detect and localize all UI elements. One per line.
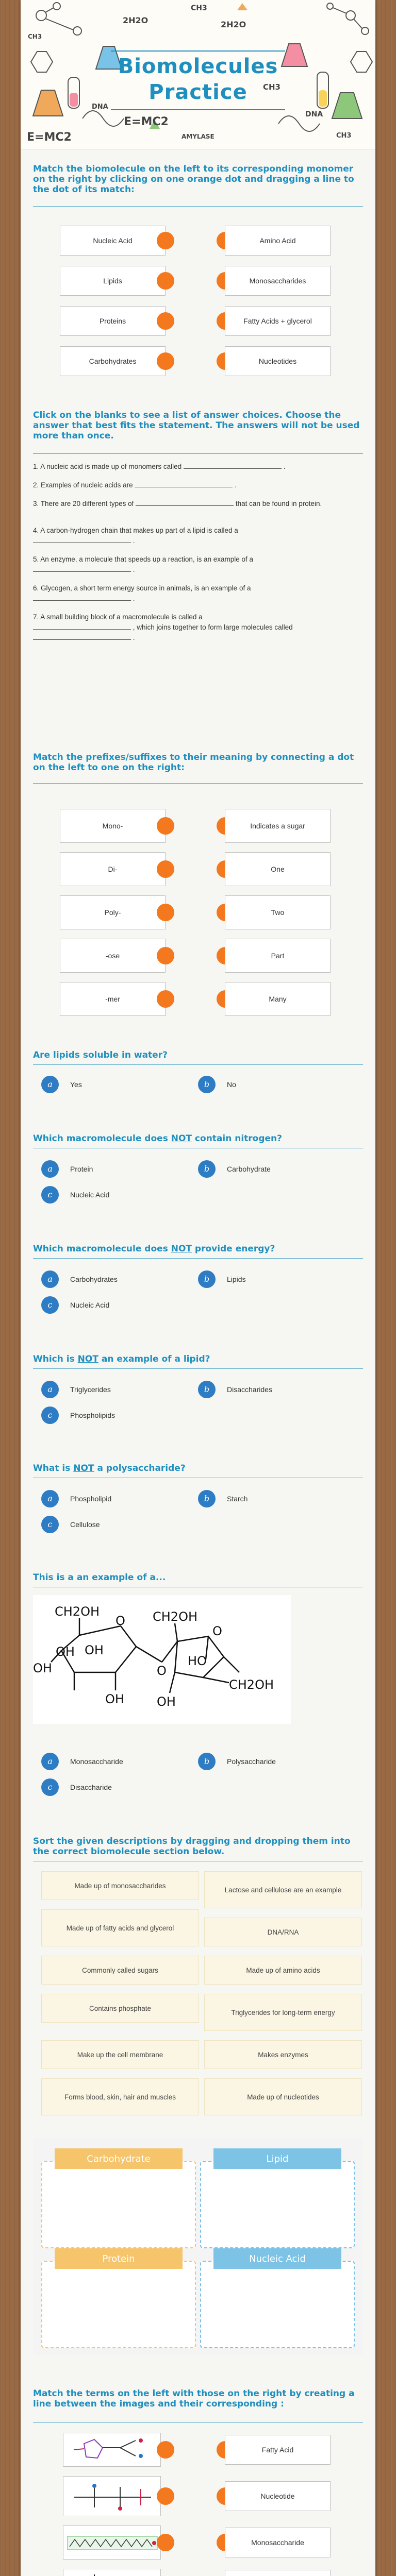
amino-acid-structure-image xyxy=(63,2433,161,2467)
header-banner xyxy=(21,0,375,149)
disaccharide-structure-image xyxy=(33,1595,291,1724)
option-label[interactable]: Phospholipids xyxy=(70,1411,116,1419)
match-right-item: Fatty Acids + glycerol xyxy=(225,306,331,336)
title-rule-bottom xyxy=(111,109,285,110)
statement-text: 5. An enzyme, a molecule that speeds up a reaction, is an example of a xyxy=(33,555,254,563)
meaning-item: Indicates a sugar xyxy=(225,809,331,843)
answer-blank[interactable] xyxy=(33,633,131,640)
meaning-item: Part xyxy=(225,939,331,973)
structure-label: CH2OH xyxy=(229,1677,274,1692)
question-nitrogen xyxy=(33,1133,363,1144)
match-right-item: Monosaccharide xyxy=(225,2528,331,2557)
option-b-badge[interactable]: b xyxy=(198,1753,216,1770)
drop-zone-nucleic-acid[interactable] xyxy=(200,2261,355,2348)
statement-text: that can be found in protein. xyxy=(235,500,322,507)
option-a-badge[interactable]: a xyxy=(41,1381,59,1398)
question-lipid-example xyxy=(33,1354,363,1364)
question-text: Which macromolecule does xyxy=(33,1244,171,1254)
sortable-card[interactable]: Made up of nucleotides xyxy=(204,2078,362,2115)
zone-label-nucleic-acid: Nucleic Acid xyxy=(213,2248,341,2269)
question-sort-descriptions: Sort the given descriptions by dragging and dropping them into the correct biomolecule section below. xyxy=(33,1836,351,1857)
question-text: a polysaccharide? xyxy=(94,1463,186,1473)
statement-punctuation: . xyxy=(283,463,286,470)
option-b-badge[interactable]: b xyxy=(198,1076,216,1093)
match-left-item: Carbohydrates xyxy=(60,346,166,376)
option-label[interactable]: Nucleic Acid xyxy=(70,1191,110,1199)
meaning-item: One xyxy=(225,852,331,886)
statement-punctuation: . xyxy=(235,481,237,489)
option-label[interactable]: No xyxy=(227,1080,236,1089)
match-dot[interactable] xyxy=(157,904,174,921)
option-label[interactable]: Polysaccharide xyxy=(227,1757,276,1766)
match-dot[interactable] xyxy=(157,2487,174,2505)
doodle-ch3: CH3 xyxy=(336,132,352,140)
statement-1 xyxy=(33,462,363,472)
question-prefixes: Match the prefixes/suffixes to their meaning by connecting a dot on the left to one on the right: xyxy=(33,752,354,773)
statement-4 xyxy=(33,526,363,546)
option-label[interactable]: Protein xyxy=(70,1165,93,1173)
option-b-badge[interactable]: b xyxy=(198,1270,216,1288)
doodle-emc2: E=MC2 xyxy=(124,115,169,128)
answer-blank[interactable] xyxy=(135,480,233,487)
question-fill-blanks: Click on the blanks to see a list of answer choices. Choose the answer that best fits the statement. The answers will not be used more than once. xyxy=(33,410,360,441)
question-emphasis: NOT xyxy=(171,1244,192,1254)
statement-text: , which joins together to form large molecules called xyxy=(133,623,293,631)
prefix-item: -mer xyxy=(60,982,166,1016)
doodle-water: 2H2O xyxy=(221,20,246,29)
match-left-item: Nucleic Acid xyxy=(60,226,166,256)
option-c-badge[interactable]: c xyxy=(41,1406,59,1424)
structure-label: OH xyxy=(157,1694,176,1709)
option-label[interactable]: Carbohydrate xyxy=(227,1165,271,1173)
option-c-badge[interactable]: c xyxy=(41,1296,59,1314)
question-text: provide energy? xyxy=(192,1244,275,1254)
prefix-item: Mono- xyxy=(60,809,166,843)
sortable-card[interactable]: DNA/RNA xyxy=(204,1918,362,1946)
match-right-item: Nucleotide xyxy=(225,2481,331,2511)
match-dot[interactable] xyxy=(157,2441,174,2459)
question-rule xyxy=(33,1368,363,1369)
statement-3 xyxy=(33,499,363,509)
statement-7 xyxy=(33,612,363,643)
question-text: What is xyxy=(33,1463,74,1473)
fatty-acid-structure-image xyxy=(63,2526,161,2560)
structure-label: O xyxy=(157,1664,167,1678)
question-text: Which macromolecule does xyxy=(33,1133,171,1144)
sortable-card[interactable]: Make up the cell membrane xyxy=(41,2040,199,2069)
structure-label: O xyxy=(116,1614,125,1628)
match-dot[interactable] xyxy=(157,2534,174,2551)
question-energy xyxy=(33,1244,363,1254)
option-label[interactable]: Nucleic Acid xyxy=(70,1301,110,1309)
sortable-card[interactable]: Commonly called sugars xyxy=(41,1956,199,1985)
option-a-badge[interactable]: a xyxy=(41,1753,59,1770)
answer-blank[interactable] xyxy=(136,499,234,506)
statement-text: 4. A carbon-hydrogen chain that makes up part of a lipid is called a xyxy=(33,527,238,534)
statement-2 xyxy=(33,480,363,490)
question-rule xyxy=(33,453,363,454)
structure-label: OH xyxy=(56,1645,75,1659)
nucleotide-structure-image xyxy=(63,2476,161,2516)
sortable-card[interactable]: Makes enzymes xyxy=(204,2040,362,2069)
sortable-card[interactable]: Made up of fatty acids and glycerol xyxy=(41,1909,199,1946)
answer-blank[interactable] xyxy=(33,536,131,543)
question-text: an example of a lipid? xyxy=(98,1354,210,1364)
question-rule xyxy=(33,783,363,784)
doodle-water: 2H2O xyxy=(123,15,148,25)
title-rule-top xyxy=(111,50,285,52)
drop-zone-protein[interactable] xyxy=(41,2261,196,2348)
statement-punctuation: . xyxy=(133,537,135,545)
option-a-badge[interactable]: a xyxy=(41,1076,59,1093)
match-dot[interactable] xyxy=(157,860,174,878)
drop-zone-lipid[interactable] xyxy=(200,2161,355,2248)
option-c-badge[interactable]: c xyxy=(41,1186,59,1204)
match-dot[interactable] xyxy=(157,990,174,1008)
option-label[interactable]: Cellulose xyxy=(70,1520,100,1529)
sortable-card[interactable]: Made up of monosaccharides xyxy=(41,1871,199,1900)
question-lipids-soluble: Are lipids soluble in water? xyxy=(33,1050,168,1060)
structure-label: CH2OH xyxy=(55,1604,100,1619)
option-b-badge[interactable]: b xyxy=(198,1381,216,1398)
doodle-amylase: AMYLASE xyxy=(182,133,214,140)
answer-blank[interactable] xyxy=(33,565,131,572)
worksheet-page xyxy=(21,0,375,2576)
structure-label: O xyxy=(212,1624,222,1638)
doodle-dna: DNA xyxy=(92,103,108,111)
answer-blank[interactable] xyxy=(33,622,131,630)
match-left-item: Proteins xyxy=(60,306,166,336)
statement-text: 1. A nucleic acid is made up of monomers called xyxy=(33,463,182,470)
doodle-ch3: CH3 xyxy=(28,33,42,40)
doodle-dna: DNA xyxy=(305,110,323,118)
prefix-item: -ose xyxy=(60,939,166,973)
meaning-item: Many xyxy=(225,982,331,1016)
match-right-item: Monosaccharides xyxy=(225,266,331,296)
sortable-card[interactable]: Triglycerides for long-term energy xyxy=(204,1994,362,2031)
question-emphasis: NOT xyxy=(77,1354,98,1364)
doodle-ch3: CH3 xyxy=(263,82,280,92)
question-text: Which is xyxy=(33,1354,78,1364)
question-structure-example: This is a an example of a... xyxy=(33,1572,166,1583)
sortable-card[interactable]: Made up of amino acids xyxy=(204,1956,362,1985)
statement-text: 7. A small building block of a macromolecule is called a xyxy=(33,613,203,621)
question-polysaccharide xyxy=(33,1463,363,1473)
statement-text: 3. There are 20 different types of xyxy=(33,500,134,507)
structure-label: CH2OH xyxy=(153,1609,198,1624)
match-dot[interactable] xyxy=(157,272,174,290)
match-right-item: Amino Acid xyxy=(225,226,331,256)
option-a-badge[interactable]: a xyxy=(41,1270,59,1288)
sortable-card[interactable]: Lactose and cellulose are an example xyxy=(204,1871,362,1908)
zone-label-protein: Protein xyxy=(55,2248,183,2269)
statement-punctuation: . xyxy=(133,595,135,602)
option-label[interactable]: Starch xyxy=(227,1495,248,1503)
question-match-monomers: Match the biomolecule on the left to its corresponding monomer on the right by clicking on one orange dot and dragging a line to the dot of its match: xyxy=(33,164,354,195)
match-left-item: Lipids xyxy=(60,266,166,296)
option-label[interactable]: Carbohydrates xyxy=(70,1275,118,1283)
option-label[interactable]: Disaccharides xyxy=(227,1385,272,1394)
statement-6 xyxy=(33,583,363,604)
option-a-badge[interactable]: a xyxy=(41,1160,59,1178)
match-dot[interactable] xyxy=(157,232,174,249)
option-c-badge[interactable]: c xyxy=(41,1778,59,1796)
match-dot[interactable] xyxy=(157,817,174,835)
option-label[interactable]: Lipids xyxy=(227,1275,246,1283)
monosaccharide-structure-image xyxy=(63,2569,161,2576)
option-b-badge[interactable]: b xyxy=(198,1160,216,1178)
option-label[interactable]: Disaccharide xyxy=(70,1783,112,1791)
statement-5 xyxy=(33,554,363,575)
option-label[interactable]: Yes xyxy=(70,1080,82,1089)
answer-blank[interactable] xyxy=(33,594,131,601)
match-dot[interactable] xyxy=(157,312,174,330)
drop-zone-carbohydrate[interactable] xyxy=(41,2161,196,2248)
statement-text: 2. Examples of nucleic acids are xyxy=(33,481,133,489)
prefix-item: Di- xyxy=(60,852,166,886)
sortable-card[interactable]: Contains phosphate xyxy=(41,1994,199,2023)
page-title: Biomolecules Practice xyxy=(118,55,278,104)
match-dot[interactable] xyxy=(157,947,174,964)
question-rule xyxy=(33,206,363,207)
doodle-emc2: E=MC2 xyxy=(27,131,72,144)
option-label[interactable]: Phospholipid xyxy=(70,1495,112,1503)
match-right-item xyxy=(225,2570,331,2576)
zone-label-lipid: Lipid xyxy=(213,2148,341,2169)
question-text: contain nitrogen? xyxy=(192,1133,283,1144)
answer-blank[interactable] xyxy=(184,462,282,469)
doodle-ch3: CH3 xyxy=(191,4,207,12)
question-emphasis: NOT xyxy=(171,1133,192,1144)
structure-label: OH xyxy=(85,1643,104,1657)
question-match-images: Match the terms on the left with those on the right by creating a line between the images and their corresponding : xyxy=(33,2388,355,2409)
structure-label: OH xyxy=(33,1661,52,1675)
sortable-card[interactable]: Forms blood, skin, hair and muscles xyxy=(41,2078,199,2115)
question-rule xyxy=(33,1258,363,1259)
match-dot[interactable] xyxy=(157,352,174,370)
question-rule xyxy=(33,2422,363,2423)
question-rule xyxy=(33,1064,363,1065)
question-emphasis: NOT xyxy=(73,1463,94,1473)
meaning-item: Two xyxy=(225,895,331,929)
option-b-badge[interactable]: b xyxy=(198,1490,216,1507)
zone-label-carbohydrate: Carbohydrate xyxy=(55,2148,183,2169)
statement-punctuation: . xyxy=(133,634,135,641)
structure-label: OH xyxy=(105,1692,124,1706)
option-c-badge[interactable]: c xyxy=(41,1516,59,1533)
option-a-badge[interactable]: a xyxy=(41,1490,59,1507)
option-label[interactable]: Monosaccharide xyxy=(70,1757,123,1766)
statement-text: 6. Glycogen, a short term energy source in animals, is an example of a xyxy=(33,584,251,592)
statement-punctuation: . xyxy=(133,566,135,573)
structure-label: HO xyxy=(188,1654,207,1668)
match-right-item: Nucleotides xyxy=(225,346,331,376)
match-right-item: Fatty Acid xyxy=(225,2435,331,2465)
prefix-item: Poly- xyxy=(60,895,166,929)
option-label[interactable]: Triglycerides xyxy=(70,1385,111,1394)
